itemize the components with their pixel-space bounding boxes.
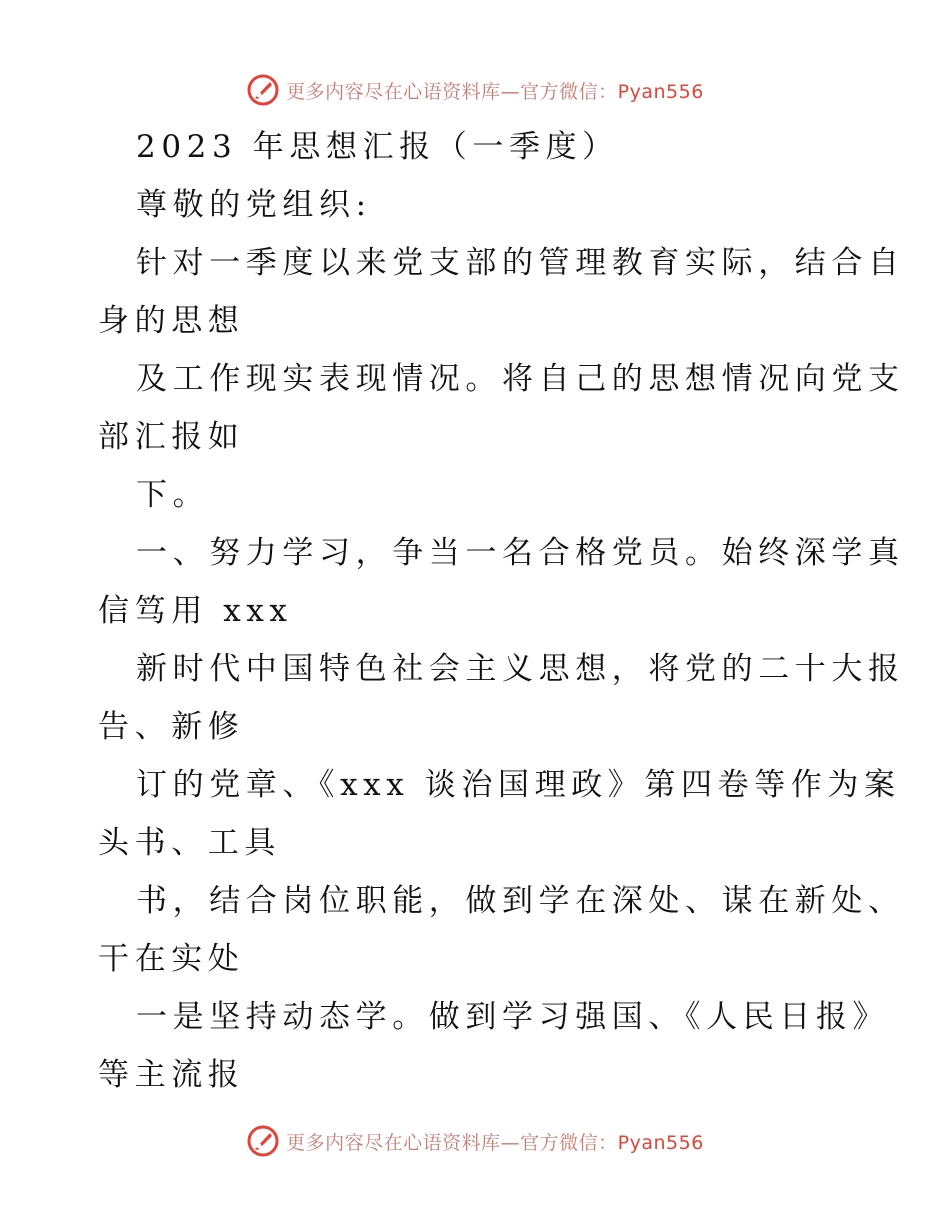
feather-pen-logo-icon — [246, 1124, 280, 1158]
paragraph-line: 新时代中国特色社会主义思想，将党的二十大报 — [136, 651, 905, 687]
footer-watermark — [0, 1121, 950, 1161]
paragraph-line: 告、新修 — [98, 709, 245, 745]
paragraph-line: 订的党章、《xxx 谈治国理政》第四卷等作为案 — [136, 767, 901, 803]
header-watermark — [0, 70, 950, 110]
watermark-text: 更多内容尽在心语资料库—官方微信：Pyan556 — [286, 1131, 704, 1154]
watermark-handle: Pyan556 — [617, 80, 704, 103]
paragraph-line: 部汇报如 — [98, 419, 245, 455]
paragraph-line: 干在实处 — [98, 941, 245, 977]
paragraph-line: 头书、工具 — [98, 825, 281, 861]
paragraph-line: 等主流报 — [98, 1057, 245, 1093]
paragraph-line: 及工作现实表现情况。将自己的思想情况向党支 — [136, 361, 905, 397]
paragraph-line: 身的思想 — [98, 303, 245, 339]
paragraph-line: 书，结合岗位职能，做到学在深处、谋在新处、 — [136, 883, 905, 919]
feather-pen-logo-icon — [246, 73, 280, 107]
paragraph-line: 下。 — [136, 477, 210, 513]
paragraph-line: 信笃用 xxx — [98, 593, 293, 629]
document-title: 2023 年思想汇报（一季度） — [136, 129, 619, 165]
paragraph-line: 针对一季度以来党支部的管理教育实际，结合自 — [136, 245, 905, 281]
watermark-text: 更多内容尽在心语资料库—官方微信：Pyan556 — [286, 80, 704, 103]
paragraph-line: 一、努力学习，争当一名合格党员。始终深学真 — [136, 535, 905, 571]
watermark-handle: Pyan556 — [617, 1131, 704, 1154]
paragraph-line: 一是坚持动态学。做到学习强国、《人民日报》 — [136, 999, 890, 1035]
salutation: 尊敬的党组织: — [136, 187, 372, 223]
